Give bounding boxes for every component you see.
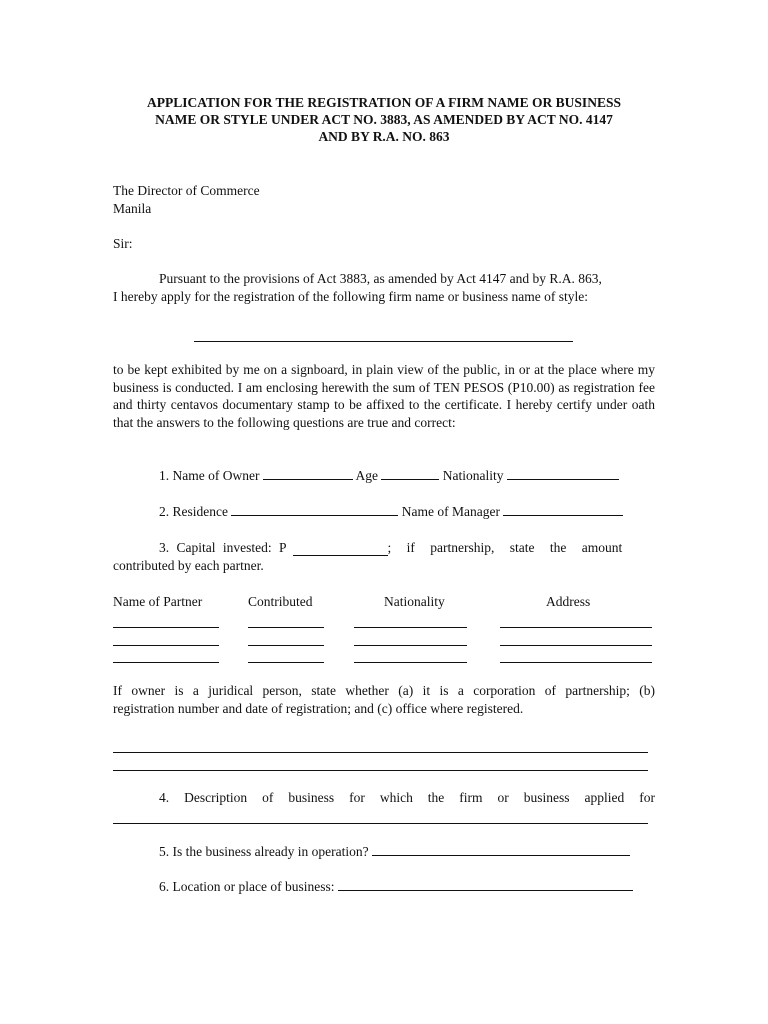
- partner-address-field[interactable]: [500, 662, 652, 663]
- partner-nationality-field[interactable]: [354, 627, 467, 628]
- question-6: [159, 879, 633, 895]
- nationality-label: Nationality: [442, 468, 504, 483]
- title-line-1: APPLICATION FOR THE REGISTRATION OF A FIRM NAME OR BUSINESS: [147, 95, 621, 110]
- partner-contributed-field[interactable]: [248, 662, 324, 663]
- residence-label: 2. Residence: [159, 504, 228, 519]
- partner-address-field[interactable]: [500, 645, 652, 646]
- capital-invested-label: 3. Capital invested: P: [159, 540, 287, 555]
- document-title: [100, 94, 668, 145]
- partner-nationality-field[interactable]: [354, 662, 467, 663]
- juridical-answer-field[interactable]: [113, 770, 648, 771]
- partner-address-field[interactable]: [500, 627, 652, 628]
- header-contributed: Contributed: [248, 594, 313, 609]
- age-label: Age: [355, 468, 378, 483]
- question-5: [159, 844, 630, 860]
- partner-name-field[interactable]: [113, 662, 219, 663]
- capital-invested-field[interactable]: [293, 554, 388, 556]
- age-field[interactable]: [381, 478, 439, 480]
- header-address: Address: [546, 594, 591, 609]
- addressee-line-2: Manila: [113, 201, 152, 216]
- title-line-2: NAME OR STYLE UNDER ACT NO. 3883, AS AMENDED BY ACT NO. 4147: [155, 112, 613, 127]
- header-nationality: Nationality: [384, 594, 445, 609]
- nationality-field[interactable]: [507, 478, 619, 480]
- body-paragraph: to be kept exhibited by me on a signboard, in plain view of the public, in or at the place where my business is conducted. I am enclosing herewith the sum of TEN PESOS (P10.00) as registration fee and thirty centavos documentary stamp to be affixed to the certificate. I hereby certify under oath that the answers to the following questions are true and correct:: [113, 362, 655, 430]
- business-description-field[interactable]: [113, 823, 648, 824]
- location-field[interactable]: [338, 889, 633, 891]
- juridical-line-2: registration number and date of registration; and (c) office where registered.: [113, 701, 524, 716]
- in-operation-label: 5. Is the business already in operation?: [159, 844, 369, 859]
- name-of-owner-label: 1. Name of Owner: [159, 468, 260, 483]
- business-name-field[interactable]: [194, 341, 573, 342]
- addressee-line-1: The Director of Commerce: [113, 183, 260, 198]
- partner-contributed-field[interactable]: [248, 627, 324, 628]
- name-of-owner-field[interactable]: [263, 478, 353, 480]
- partner-name-field[interactable]: [113, 627, 219, 628]
- intro-line-2: I hereby apply for the registration of the following firm name or business name of style:: [113, 289, 588, 304]
- juridical-answer-field[interactable]: [113, 752, 648, 753]
- question-3-line-2: contributed by each partner.: [113, 558, 264, 573]
- location-label: 6. Location or place of business:: [159, 879, 335, 894]
- partnership-label: ; if partnership, state the amount: [387, 540, 623, 555]
- name-of-manager-field[interactable]: [503, 514, 623, 516]
- name-of-manager-label: Name of Manager: [401, 504, 500, 519]
- salutation: Sir:: [113, 236, 133, 251]
- residence-field[interactable]: [231, 514, 398, 516]
- header-name-of-partner: Name of Partner: [113, 594, 203, 609]
- juridical-line-1: If owner is a juridical person, state whether (a) it is a corporation of partnership; (b): [113, 683, 655, 698]
- in-operation-field[interactable]: [372, 854, 630, 856]
- partner-name-field[interactable]: [113, 645, 219, 646]
- partner-nationality-field[interactable]: [354, 645, 467, 646]
- question-2: [159, 504, 623, 520]
- question-4: 4. Description of business for which the firm or business applied for: [159, 790, 655, 805]
- question-3: [159, 540, 655, 556]
- question-1: [159, 468, 619, 484]
- title-line-3: AND BY R.A. NO. 863: [318, 129, 450, 144]
- intro-line-1: Pursuant to the provisions of Act 3883, as amended by Act 4147 and by R.A. 863,: [159, 271, 602, 286]
- partner-contributed-field[interactable]: [248, 645, 324, 646]
